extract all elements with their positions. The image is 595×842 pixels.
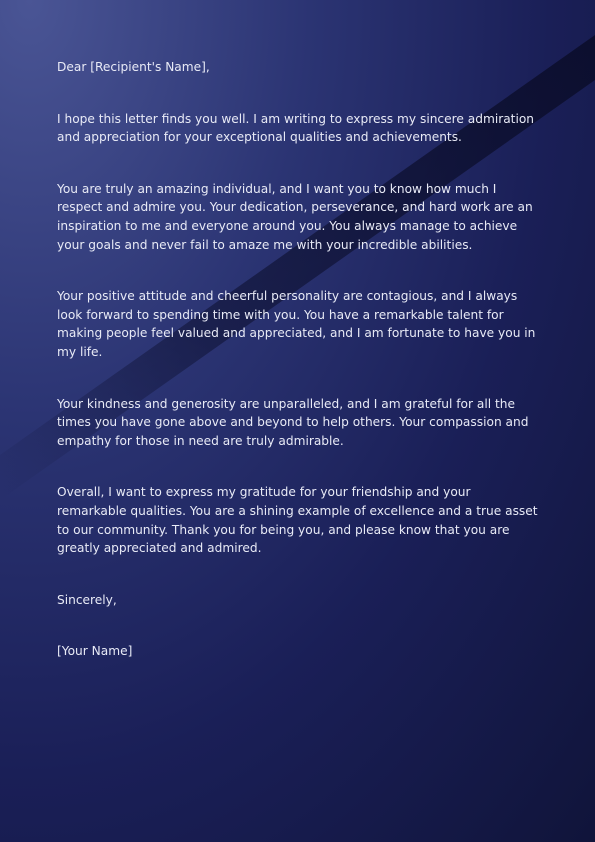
signature: [Your Name] (57, 644, 133, 659)
paragraph-intro: I hope this letter finds you well. I am writing to express my sincere admiration and appreciation for your exceptional qualities and achievements. (57, 111, 535, 145)
paragraph-attitude: Your positive attitude and cheerful personality are contagious, and I always look forward to spending time with you. You have a remarkable talent for making people feel valued and appreciated, and I am fortunate to have you in my life. (57, 289, 536, 359)
paragraph-gratitude: Overall, I want to express my gratitude for your friendship and your remarkable qualities. You are a shining example of excellence and a true asset to our community. Thank you for being you, and please know that you are greatly appreciated and admired. (57, 485, 538, 556)
paragraph-kindness: Your kindness and generosity are unparalleled, and I am grateful for all the times you have gone above and beyond to help others. Your compassion and empathy for those in need are truly admirable. (57, 396, 529, 448)
paragraph-admiration: You are truly an amazing individual, and I want you to know how much I respect and admire you. Your dedication, perseverance, and hard work are an inspiration to me and everyone around you. You always manage to achieve your goals and never fail to amaze me with your incredible abilities. (57, 181, 533, 252)
closing: Sincerely, (57, 592, 117, 607)
letter-body (57, 58, 542, 694)
salutation: Dear [Recipient's Name], (57, 60, 210, 74)
